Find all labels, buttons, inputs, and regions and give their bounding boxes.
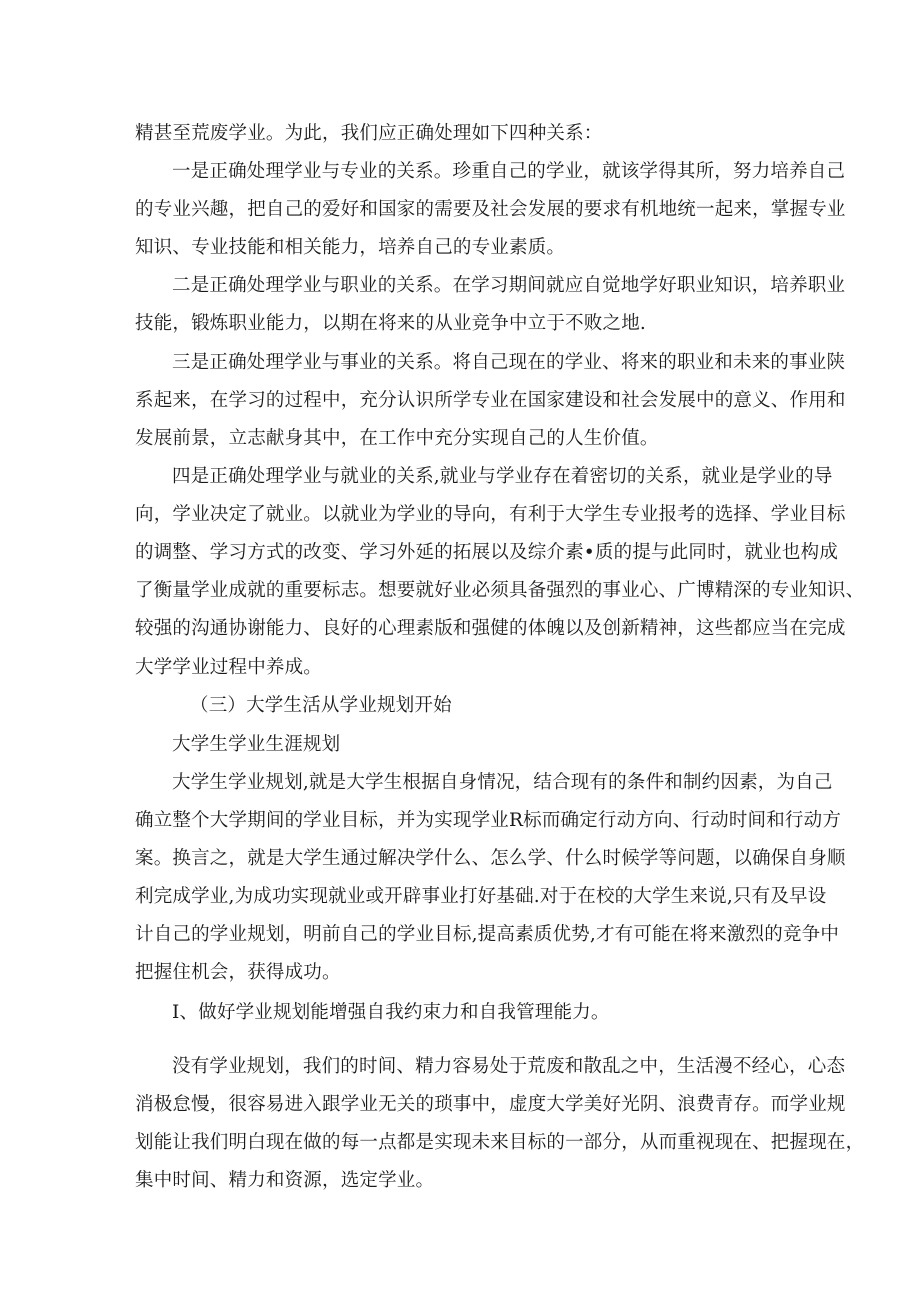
paragraph-4-line: 四是正确处理学业与就业的关系,就业与学业存在着密切的关系，就业是学业的导: [172, 466, 833, 487]
text-line: 知识、专业技能和相关能力，培养自己的专业素质。: [135, 237, 566, 258]
text-line: 计自己的学业规划，明前自己的学业目标,提高素质优势,才有可能在将来激烈的竞争中: [135, 924, 840, 945]
text-line: 消极怠慢，很容易进入跟学业无关的琐事中，虚度大学美好光阴、浪费青存。而学业规: [135, 1094, 846, 1115]
text-line: 技能，锻炼职业能力，以期在将来的从业竞争中立于不败之地.: [135, 313, 646, 334]
paragraph-1-line: 一是正确处理学业与专业的关系。珍重自己的学业，就该学得其所，努力培养自己: [172, 161, 846, 182]
text-line: 划能让我们明白现在做的每一点都是实现未来目标的一部分，从而重视现在、把握现在，: [135, 1132, 865, 1153]
text-line: 案。换言之，就是大学生通过解决学什么、怎么学、什么时候学等问题，以确保自身顺: [135, 848, 846, 869]
section-heading: （三）大学生活从学业规划开始: [190, 695, 452, 716]
text-line: 较强的沟通协谢能力、良好的心理素版和强健的体魄以及创新精神，这些都应当在完成: [135, 618, 846, 639]
paragraph-3-line: 三是正确处理学业与事业的关系。将自己现在的学业、将来的职业和未来的事业陕: [172, 352, 846, 373]
numbered-heading: I、做好学业规划能增强自我约束力和自我管理能力。: [172, 1002, 610, 1023]
text-line: 把握住机会，获得成功。: [135, 962, 341, 983]
paragraph-6-line: 没有学业规划，我们的时间、精力容易处于荒废和散乱之中，生活漫不经心，心态: [172, 1056, 846, 1077]
text-line: 了衡量学业成就的重要标志。想要就好业必须具备强烈的事业心、广博精深的专业知识、: [135, 580, 865, 601]
text-line: 利完成学业,为成功实现就业或开辟事业打好基础.对于在校的大学生来说,只有及早设: [135, 886, 827, 907]
text-line: 精甚至荒废学业。为此，我们应正确处理如下四种关系：: [135, 123, 603, 144]
text-line: 发展前景，立志献身其中，在工作中充分实现自己的人生价值。: [135, 428, 659, 449]
text-line: 向，学业决定了就业。以就业为学业的导向，有利于大学生专业报考的选择、学业目标: [135, 504, 846, 525]
text-line: 的调整、学习方式的改变、学习外延的拓展以及综介素•质的提与此同时，就业也构成: [135, 542, 839, 563]
subsection-heading: 大学生学业生涯规划: [172, 734, 341, 755]
text-line: 系起来，在学习的过程中，充分认识所学专业在国家建设和社会发展中的意义、作用和: [135, 390, 846, 411]
paragraph-5-line: 大学生学业规划,就是大学生根据自身情况，结合现有的条件和制约因素，为自己: [172, 772, 833, 793]
text-line: 集中时间、精力和资源，选定学业。: [135, 1170, 435, 1191]
text-line: 确立整个大学期间的学业目标，并为实现学业R标而确定行动方向、行动时间和行动方: [135, 810, 842, 831]
text-line: 的专业兴趣，把自己的爱好和国家的需要及社会发展的要求有机地统一起来，掌握专业: [135, 199, 846, 220]
paragraph-2-line: 二是正确处理学业与职业的关系。在学习期间就应自觉地学好职业知识，培养职业: [172, 275, 846, 296]
text-line: 大学学业过程中养成。: [135, 657, 323, 678]
